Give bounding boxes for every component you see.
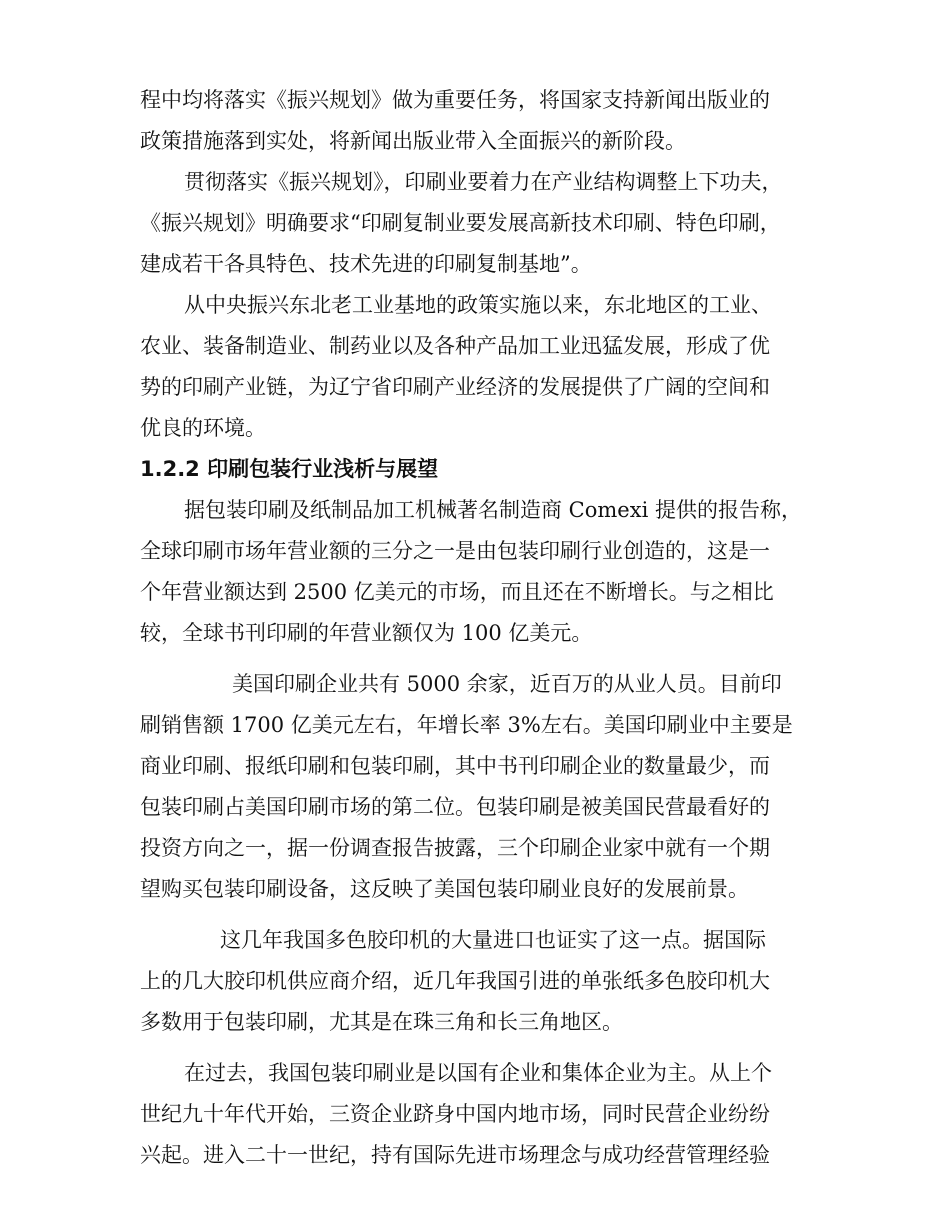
text-line: 较，全球书刊印刷的年营业额仅为 100 亿美元。 <box>140 621 593 645</box>
text-line: 优良的环境。 <box>140 416 266 440</box>
paragraph-2 <box>140 162 840 285</box>
paragraph-3 <box>140 285 840 449</box>
text-line: 这几年我国多色胶印机的大量进口也证实了这一点。据国际 <box>220 928 766 952</box>
paragraph-gap <box>140 910 840 920</box>
text-line: 商业印刷、报纸印刷和包装印刷，其中书刊印刷企业的数量最少，而 <box>140 754 770 778</box>
text-line: 势的印刷产业链，为辽宁省印刷产业经济的发展提供了广阔的空间和 <box>140 375 770 399</box>
text-line: 程中均将落实《振兴规划》做为重要任务，将国家支持新闻出版业的 <box>140 88 770 112</box>
text-line: 世纪九十年代开始，三资企业跻身中国内地市场，同时民营企业纷纷 <box>140 1102 770 1126</box>
paragraph-6 <box>140 920 840 1043</box>
text-line: 个年营业额达到 2500 亿美元的市场，而且还在不断增长。与之相比 <box>140 580 774 604</box>
paragraph-gap <box>140 1043 840 1053</box>
paragraph-5 <box>140 664 840 910</box>
paragraph-1 <box>140 80 840 162</box>
text-line: 上的几大胶印机供应商介绍，近几年我国引进的单张纸多色胶印机大 <box>140 969 770 993</box>
text-line: 从中央振兴东北老工业基地的政策实施以来，东北地区的工业、 <box>184 293 772 317</box>
paragraph-4 <box>140 490 840 654</box>
text-line: 政策措施落到实处，将新闻出版业带入全面振兴的新阶段。 <box>140 129 686 153</box>
text-line: 刷销售额 1700 亿美元左右，年增长率 3%左右。美国印刷业中主要是 <box>140 713 793 737</box>
section-heading: 1.2.2 印刷包装行业浅析与展望 <box>140 457 439 481</box>
text-line: 美国印刷企业共有 5000 余家，近百万的从业人员。目前印 <box>232 672 782 696</box>
text-line: 投资方向之一，据一份调查报告披露，三个印刷企业家中就有一个期 <box>140 836 770 860</box>
text-line: 建成若干各具特色、技术先进的印刷复制基地”。 <box>140 252 592 276</box>
text-line: 农业、装备制造业、制药业以及各种产品加工业迅猛发展，形成了优 <box>140 334 770 358</box>
text-line: 兴起。进入二十一世纪，持有国际先进市场理念与成功经营管理经验 <box>140 1143 770 1167</box>
text-line: 贯彻落实《振兴规划》，印刷业要着力在产业结构调整上下功夫， <box>184 170 783 194</box>
paragraph-gap <box>140 654 840 664</box>
text-line: 多数用于包装印刷，尤其是在珠三角和长三角地区。 <box>140 1010 623 1034</box>
text-line: 包装印刷占美国印刷市场的第二位。包装印刷是被美国民营最看好的 <box>140 795 770 819</box>
text-line: 望购买包装印刷设备，这反映了美国包装印刷业良好的发展前景。 <box>140 877 749 901</box>
document-body <box>140 80 840 1176</box>
paragraph-7 <box>140 1053 840 1176</box>
text-line: 全球印刷市场年营业额的三分之一是由包装印刷行业创造的，这是一 <box>140 539 770 563</box>
text-line: 据包装印刷及纸制品加工机械著名制造商 Comexi 提供的报告称， <box>184 498 802 522</box>
text-line: 在过去，我国包装印刷业是以国有企业和集体企业为主。从上个 <box>184 1061 772 1085</box>
text-line: 《振兴规划》明确要求“印刷复制业要发展高新技术印刷、特色印刷， <box>140 211 781 235</box>
